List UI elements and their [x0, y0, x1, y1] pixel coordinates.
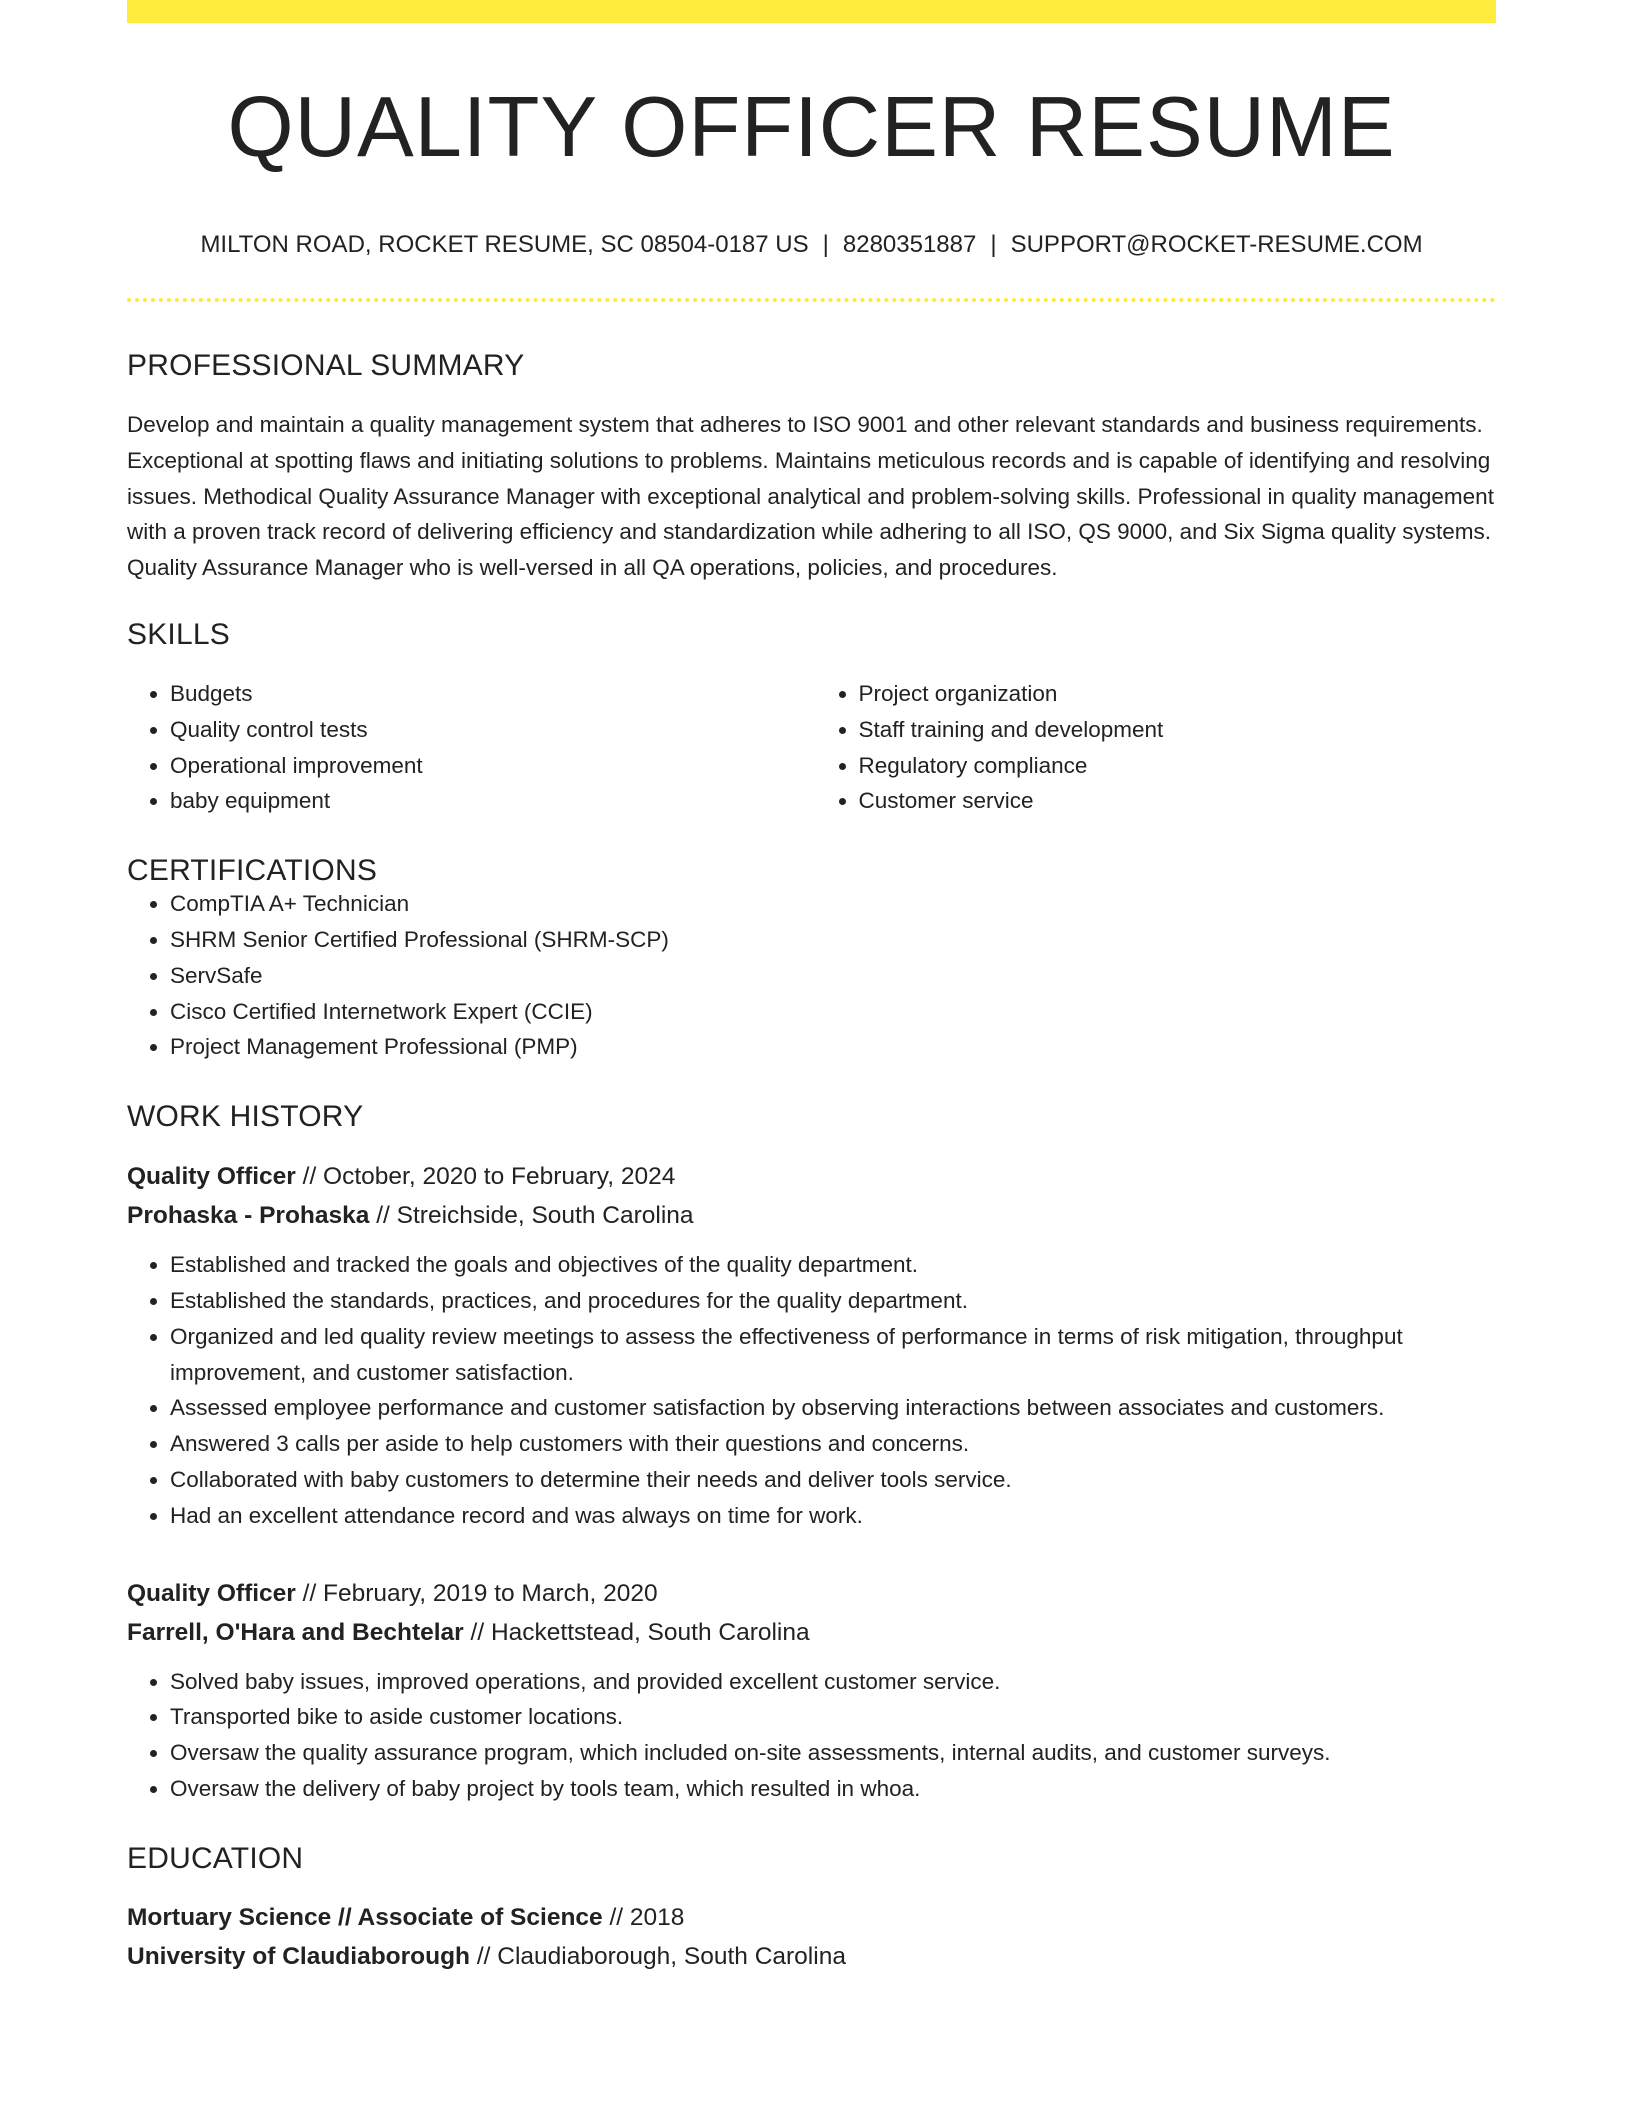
- certification-item: • CompTIA A+ Technician: [170, 886, 1496, 922]
- job-role: Quality Officer: [127, 1579, 296, 1607]
- job-role: Quality Officer: [127, 1163, 296, 1191]
- certification-item: • Cisco Certified Internetwork Expert (CCIE): [170, 994, 1496, 1030]
- job-bullet: • Established and tracked the goals and objectives of the quality department.: [170, 1247, 1496, 1283]
- job-company: Prohaska - Prohaska: [127, 1202, 370, 1230]
- skills-column-right: [812, 676, 1497, 819]
- dotted-divider: [127, 298, 1496, 302]
- skill-item: • Staff training and development: [859, 712, 1497, 748]
- education-location: // Claudiaborough, South Carolina: [470, 1942, 846, 1970]
- job-location: // Streichside, South Carolina: [369, 1202, 694, 1230]
- job-bullet: • Oversaw the quality assurance program, which included on-site assessments, internal audits, and customer surveys.: [170, 1735, 1496, 1771]
- skills-grid: [127, 676, 1496, 819]
- section-title-education: EDUCATION: [127, 1841, 304, 1875]
- skill-item: • Quality control tests: [170, 712, 812, 748]
- job-bullet: • Solved baby issues, improved operations, and provided excellent customer service.: [170, 1664, 1496, 1700]
- job-entry: [127, 1574, 1496, 1807]
- job-bullet: • Organized and led quality review meetings to assess the effectiveness of performance in terms of risk mitigation, throughput improvement, and customer satisfaction.: [170, 1319, 1496, 1391]
- certification-item: • ServSafe: [170, 958, 1496, 994]
- contact-phone: 8280351887: [842, 231, 977, 258]
- contact-line: [127, 233, 1496, 257]
- job-location: // Hackettstead, South Carolina: [463, 1618, 810, 1646]
- education-school-line: [127, 1937, 1496, 1976]
- skill-item: • baby equipment: [170, 783, 812, 819]
- job-bullets: [127, 1664, 1496, 1807]
- resume-title: QUALITY OFFICER RESUME: [227, 80, 1396, 175]
- section-title-certifications: CERTIFICATIONS: [127, 854, 378, 888]
- skill-item: • Operational improvement: [170, 748, 812, 784]
- certification-item: • SHRM Senior Certified Professional (SHRM-SCP): [170, 922, 1496, 958]
- job-bullet: • Established the standards, practices, and procedures for the quality department.: [170, 1283, 1496, 1319]
- job-company-line: [127, 1613, 1496, 1652]
- job-bullet: • Had an excellent attendance record and was always on time for work.: [170, 1498, 1496, 1534]
- job-bullet: • Transported bike to aside customer locations.: [170, 1699, 1496, 1735]
- job-bullets: [127, 1247, 1496, 1533]
- section-title-summary: PROFESSIONAL SUMMARY: [127, 349, 525, 382]
- job-company: Farrell, O'Hara and Bechtelar: [127, 1618, 464, 1646]
- skills-column-left: [127, 676, 812, 819]
- contact-separator: |: [822, 231, 829, 258]
- skills-list-right: [812, 676, 1497, 819]
- certifications-list: [127, 886, 1496, 1065]
- contact-separator: |: [990, 231, 997, 258]
- contact-email: SUPPORT@ROCKET-RESUME.COM: [1010, 231, 1423, 258]
- job-bullet: • Oversaw the delivery of baby project by tools team, which resulted in whoa.: [170, 1771, 1496, 1807]
- job-dates: // October, 2020 to February, 2024: [295, 1163, 676, 1191]
- skill-item: • Budgets: [170, 676, 812, 712]
- education-school: University of Claudiaborough: [127, 1942, 471, 1970]
- education-degree: Mortuary Science // Associate of Science: [127, 1903, 603, 1931]
- job-bullet: • Answered 3 calls per aside to help customers with their questions and concerns.: [170, 1426, 1496, 1462]
- skill-item: • Project organization: [859, 676, 1497, 712]
- education-entry: [127, 1898, 1496, 1976]
- section-title-skills: SKILLS: [127, 617, 230, 651]
- summary-text: Develop and maintain a quality management system that adheres to ISO 9001 and other relevant standards and business requirements. Exceptional at spotting flaws and initiating solutions to problems. Maintains meticulous records and is capable of identifying and resolving issues. Methodical Quality Assurance Manager with exceptional analytical and problem-solving skills. Professional in quality management with a proven track record of delivering efficiency and standardization while adhering to all ISO, QS 9000, and Six Sigma quality systems. Quality Assurance Manager who is well-versed in all QA operations, policies, and procedures.: [127, 412, 1494, 581]
- education-degree-line: [127, 1898, 1496, 1937]
- job-dates: // February, 2019 to March, 2020: [295, 1579, 658, 1607]
- education-year: // 2018: [602, 1903, 685, 1931]
- job-bullet: • Assessed employee performance and customer satisfaction by observing interactions between associates and customers.: [170, 1390, 1496, 1426]
- skill-item: • Customer service: [859, 783, 1497, 819]
- top-accent-bar: [127, 0, 1496, 23]
- job-entry: [127, 1157, 1496, 1533]
- job-company-line: [127, 1196, 1496, 1235]
- contact-address: MILTON ROAD, ROCKET RESUME, SC 08504-0187 US: [200, 231, 809, 258]
- job-bullet: • Collaborated with baby customers to determine their needs and deliver tools service.: [170, 1462, 1496, 1498]
- job-role-line: [127, 1574, 1496, 1613]
- section-title-work-history: WORK HISTORY: [127, 1100, 364, 1134]
- certification-item: • Project Management Professional (PMP): [170, 1029, 1496, 1065]
- resume-page: [127, 0, 1496, 1976]
- skills-list-left: [127, 676, 812, 819]
- skill-item: • Regulatory compliance: [859, 748, 1497, 784]
- job-role-line: [127, 1157, 1496, 1196]
